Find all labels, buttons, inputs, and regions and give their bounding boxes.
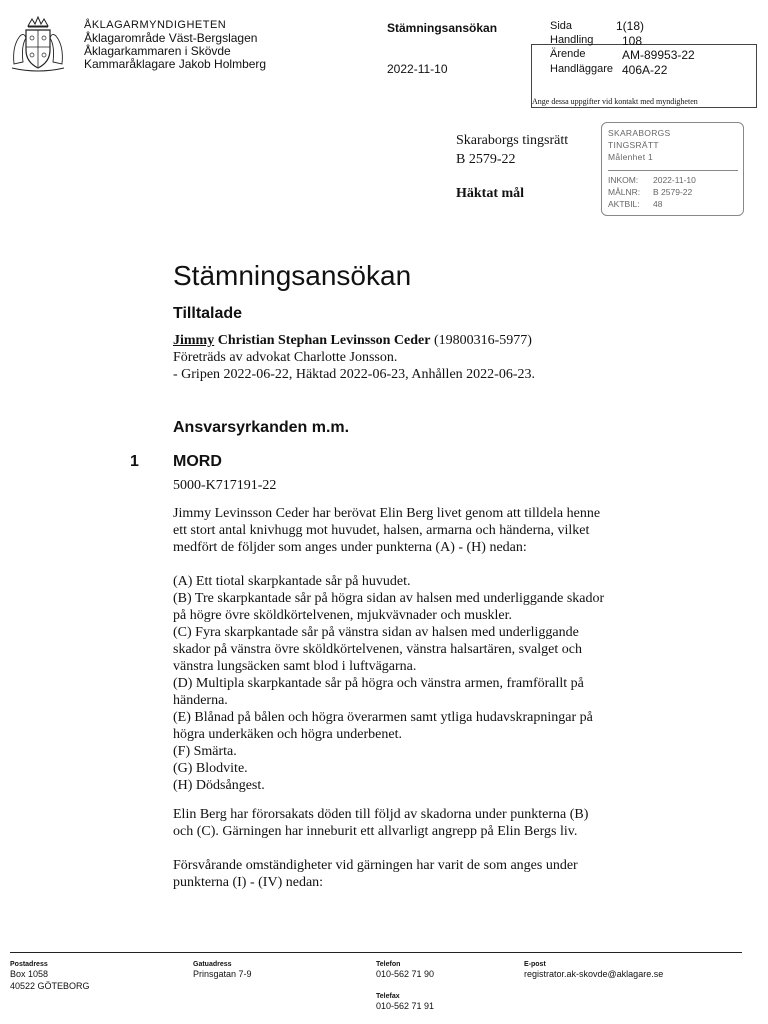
fax-label: Telefax: [376, 993, 400, 1000]
street-label: Gatuadress: [193, 961, 232, 968]
injury-line: skador på vänstra övre sköldkörtelvenen, vänstra halsartären, svalget och: [173, 642, 582, 657]
injury-line: vänstra lungsäcken samt blod i luftvägarna.: [173, 659, 417, 674]
street-value: Prinsgatan 7-9: [193, 969, 252, 979]
aggravating-circumstances: [173, 857, 673, 891]
injury-list: [173, 573, 673, 794]
handler-value: 406A-22: [622, 63, 668, 77]
postal-line: 40522 GÖTEBORG: [10, 981, 90, 991]
case-value: AM-89953-22: [622, 48, 695, 62]
defendant-pnr: (19800316-5977): [430, 333, 532, 348]
stamp-received-value: 2022-11-10: [653, 175, 696, 185]
email-value[interactable]: registrator.ak-skovde@aklagare.se: [524, 969, 664, 979]
postal-line: Box 1058: [10, 969, 49, 979]
court-received-stamp: [601, 122, 744, 216]
injury-line: (D) Multipla skarpkantade sår på högra och vänstra armen, framförallt på: [173, 676, 584, 691]
stamp-case-key: MÅLNR:: [608, 187, 641, 197]
agency-name: ÅKLAGARMYNDIGHETEN: [84, 19, 227, 31]
custody-details: - Gripen 2022-06-22, Häktad 2022-06-23, Anhållen 2022-06-23.: [173, 367, 535, 382]
document-title: Stämningsansökan: [173, 260, 412, 291]
footer-email: [524, 961, 663, 980]
description-line: Jimmy Levinsson Ceder har berövat Elin Berg livet genom att tilldela henne: [173, 506, 601, 521]
detained-label: Häktat mål: [456, 186, 525, 201]
footer-fax: [376, 993, 434, 1012]
document-type: Stämningsansökan: [387, 21, 498, 35]
stamp-rows: [608, 175, 738, 211]
injury-line: (C) Fyra skarpkantade sår på vänstra sidan av halsen med underliggande: [173, 625, 579, 640]
footer-divider: [10, 952, 742, 953]
document-no-label: Handling: [550, 34, 594, 46]
court-case-number: B 2579-22: [456, 152, 516, 167]
defendant-line: [173, 332, 673, 349]
agency-office: Åklagarkammaren i Skövde: [84, 44, 231, 58]
injury-line: högra underkäken och högra underbenet.: [173, 727, 402, 742]
stamp-case-value: B 2579-22: [653, 187, 693, 197]
charge-description: [173, 505, 673, 556]
case-label: Ärende: [550, 48, 586, 60]
charge-title: MORD: [173, 453, 222, 470]
defendant-block: [173, 332, 673, 383]
injury-line: på högre övre sköldkörtelvenen, mjukvävnader och muskler.: [173, 608, 513, 623]
injury-line: (G) Blodvite.: [173, 761, 248, 776]
claims-heading: Ansvarsyrkanden m.m.: [173, 419, 350, 436]
injury-line: (H) Dödsångest.: [173, 778, 265, 793]
court-name: Skaraborgs tingsrätt: [456, 133, 569, 148]
represented-by: Företräds av advokat Charlotte Jonsson.: [173, 350, 398, 365]
document-no-value: 108: [622, 34, 643, 48]
agency-logo: [8, 16, 68, 74]
contact-note: Ange dessa uppgifter vid kontakt med myndigheten: [532, 97, 698, 106]
description-line: ett stort antal knivhugg mot huvudet, halsen, armarna och händerna, vilket: [173, 523, 590, 538]
aggravating-line: Försvårande omständigheter vid gärningen har varit de som anges under: [173, 858, 578, 873]
charge-number: 1: [130, 453, 139, 470]
phone-label: Telefon: [376, 961, 401, 968]
description-line: medfört de följder som anges under punkterna (A) - (H) nedan:: [173, 540, 527, 555]
stamp-attachment-key: AKTBIL:: [608, 199, 640, 209]
handler-label: Handläggare: [550, 63, 613, 75]
stamp-divider: [608, 170, 738, 171]
stamp-row-case: [608, 187, 738, 198]
page-label: Sida: [550, 20, 573, 32]
stamp-court-line1: SKARABORGS: [608, 128, 671, 138]
stamp-row-received: [608, 175, 738, 186]
stamp-unit: Målenhet 1: [608, 152, 654, 162]
court-block: [456, 131, 568, 169]
injury-line: (A) Ett tiotal skarpkantade sår på huvudet.: [173, 574, 411, 589]
stamp-court-line2: TINGSRÄTT: [608, 140, 659, 150]
footer-phone: [376, 961, 434, 980]
agency-prosecutor: Kammaråklagare Jakob Holmberg: [84, 57, 267, 71]
injury-line: (F) Smärta.: [173, 744, 237, 759]
defendant-name-first: Jimmy: [173, 333, 215, 348]
crown-shield-icon: [8, 16, 68, 74]
footer-postal: [10, 961, 90, 992]
email-label: E-post: [524, 961, 546, 968]
cause-of-death: [173, 806, 673, 840]
stamp-row-attachment: [608, 199, 738, 210]
defendant-heading: Tilltalade: [173, 305, 243, 322]
charge-reference: 5000-K717191-22: [173, 478, 277, 493]
injury-line: (B) Tre skarpkantade sår på högra sidan av halsen med underliggande skador: [173, 591, 605, 606]
document-date: 2022-11-10: [387, 62, 448, 76]
stamp-attachment-value: 48: [653, 199, 663, 209]
phone-value: 010-562 71 90: [376, 969, 435, 979]
postal-label: Postadress: [10, 961, 48, 968]
injury-line: händerna.: [173, 693, 228, 708]
stamp-received-key: INKOM:: [608, 175, 639, 185]
footer-street: [193, 961, 252, 980]
agency-block: [84, 19, 266, 71]
injury-line: (E) Blånad på bålen och högra överarmen samt ytliga hudavskrapningar på: [173, 710, 593, 725]
aggravating-line: punkterna (I) - (IV) nedan:: [173, 875, 324, 890]
defendant-name-rest: Christian Stephan Levinsson Ceder: [214, 333, 431, 348]
cause-line: Elin Berg har förorsakats döden till följd av skadorna under punkterna (B): [173, 807, 589, 822]
fax-value: 010-562 71 91: [376, 1001, 435, 1011]
page-value: 1(18): [616, 19, 645, 33]
cause-line: och (C). Gärningen har inneburit ett allvarligt angrepp på Elin Bergs liv.: [173, 824, 578, 839]
agency-area: Åklagarområde Väst-Bergslagen: [84, 31, 258, 45]
